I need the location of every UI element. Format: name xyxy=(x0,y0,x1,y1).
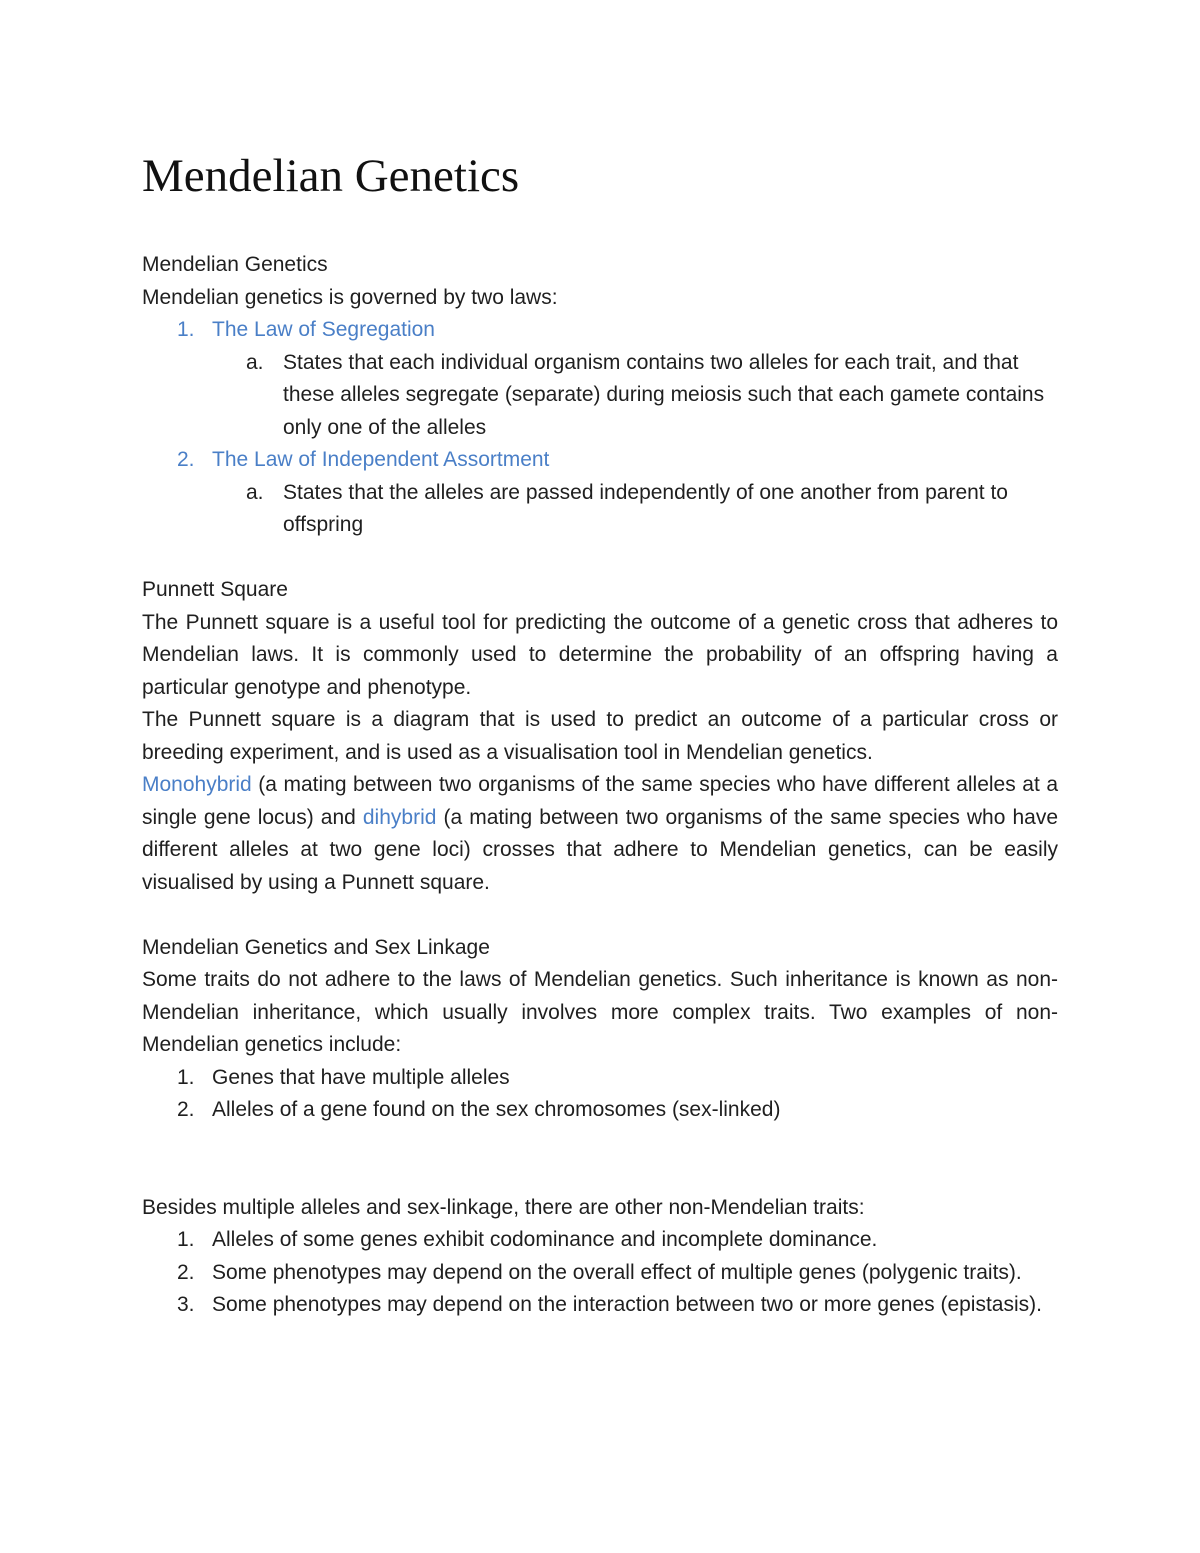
sub-list-letter: a. xyxy=(246,350,264,374)
list-item-text: Alleles of a gene found on the sex chromosomes (sex-linked) xyxy=(212,1098,781,1121)
law-independent-assortment-link[interactable]: The Law of Independent Assortment xyxy=(212,448,550,471)
page-title: Mendelian Genetics xyxy=(142,150,520,202)
sub-list-letter: a. xyxy=(246,480,264,504)
spacer xyxy=(142,542,1058,575)
list-item xyxy=(142,1224,1058,1257)
document-body xyxy=(142,249,1058,1322)
punnett-paragraph-2: The Punnett square is a diagram that is used to predict an outcome of a particular cross or breeding experiment, and is used as a visualisation tool in Mendelian genetics. xyxy=(142,708,1058,764)
list-item-text: Alleles of some genes exhibit codominance and incomplete dominance. xyxy=(212,1228,878,1251)
list-item-law-segregation xyxy=(142,314,1058,347)
list-item-text: Some phenotypes may depend on the overall effect of multiple genes (polygenic traits). xyxy=(212,1260,1022,1284)
section-heading-mendelian-genetics: Mendelian Genetics xyxy=(142,253,328,276)
monohybrid-description: (a mating between two organisms of the same species who have different alleles at a single gene locus) and xyxy=(142,773,1058,829)
other-traits-intro: Besides multiple alleles and sex-linkage, there are other non-Mendelian traits: xyxy=(142,1195,865,1219)
section-heading-punnett-square: Punnett Square xyxy=(142,578,288,601)
list-item xyxy=(142,1289,1058,1322)
punnett-paragraph-1: The Punnett square is a useful tool for predicting the outcome of a genetic cross that adheres to Mendelian laws. It is commonly used to determine the probability of an offspring having a particular genotype and phenotype. xyxy=(142,610,1058,699)
law-independent-assortment-description: States that the alleles are passed independently of one another from parent to offspring xyxy=(283,480,1008,536)
list-number: 2. xyxy=(177,1260,195,1284)
laws-intro: Mendelian genetics is governed by two laws: xyxy=(142,285,558,309)
monohybrid-link[interactable]: Monohybrid xyxy=(142,773,252,796)
list-item xyxy=(142,1062,1058,1095)
punnett-paragraph-3 xyxy=(142,769,1058,899)
sub-item-law-independent-assortment xyxy=(142,477,1058,542)
list-number: 1. xyxy=(177,1228,195,1251)
spacer xyxy=(142,1127,1058,1160)
spacer xyxy=(142,1159,1058,1192)
section-heading-sex-linkage: Mendelian Genetics and Sex Linkage xyxy=(142,935,490,959)
list-number: 1. xyxy=(177,1065,195,1089)
list-number: 3. xyxy=(177,1293,195,1316)
sub-item-law-segregation xyxy=(142,347,1058,445)
list-number: 2. xyxy=(177,1098,195,1121)
law-segregation-link[interactable]: The Law of Segregation xyxy=(212,318,435,341)
law-segregation-description: States that each individual organism contains two alleles for each trait, and that these alleles segregate (separate) during meiosis such that each gamete contains only one of the alleles xyxy=(283,350,1045,439)
sex-linkage-paragraph: Some traits do not adhere to the laws of Mendelian genetics. Such inheritance is known as non-Mendelian inheritance, which usually involves more complex traits. Two examples of non-Mendelian genetics include: xyxy=(142,968,1058,1056)
list-item-text: Genes that have multiple alleles xyxy=(212,1065,510,1089)
list-item xyxy=(142,1257,1058,1290)
list-item xyxy=(142,1094,1058,1127)
list-number: 2. xyxy=(177,448,195,471)
list-item-law-independent-assortment xyxy=(142,444,1058,477)
list-item-text: Some phenotypes may depend on the interaction between two or more genes (epistasis). xyxy=(212,1293,1042,1316)
dihybrid-description: (a mating between two organisms of the same species who have different alleles at two gene loci) crosses that adhere to Mendelian genetics, can be easily visualised by using a Punnett square. xyxy=(142,805,1058,894)
list-number: 1. xyxy=(177,318,195,341)
dihybrid-link[interactable]: dihybrid xyxy=(362,805,437,829)
spacer xyxy=(142,899,1058,932)
